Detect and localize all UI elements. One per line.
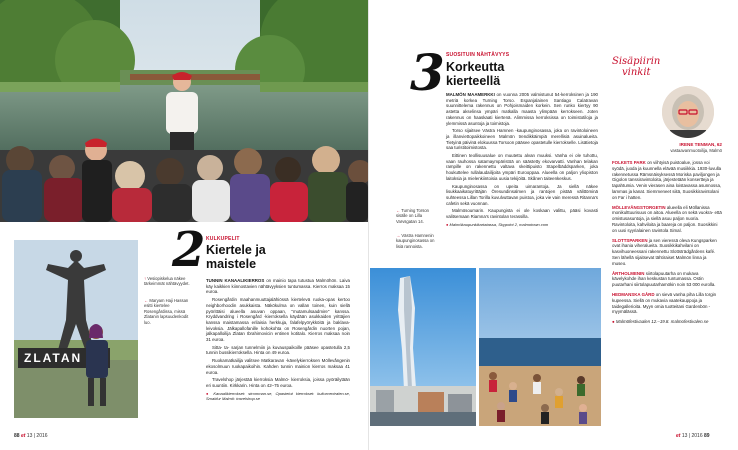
section-2-title-line2: maistele: [206, 257, 257, 271]
tip-artholmen: [612, 271, 722, 288]
section-2-lead: TUNNIN KANAALIKIERROS: [206, 278, 265, 283]
section-3-title-line1: Korkeutta: [446, 60, 505, 74]
sidebar-heading: [612, 56, 722, 78]
section-3-footnote: Malmökaupunkikartatassa, Skypoint 2, malmotown.com: [449, 221, 549, 227]
sidebar-footnote: Malmöfestivaalen 12.–19.8. malmofestivalen.se: [615, 319, 709, 325]
person-portrait-icon: [662, 86, 714, 138]
right-issue: 13 | 2016: [681, 433, 703, 439]
tip-2-text: ja sen vieressä oleva Kungsparken ovat ihania viheralueita. Suosikkikahvilani on kasvihuoneessani rakennettu Slottsträdgårdens kafé. Sen lähellä sijaitsevat tähtiraiset Malmön linna ja museo.: [612, 237, 717, 266]
section-3-para-3: Kaupunginosassa on upeita uimarantoja. Ja siellä näkee lisukkaaikatuyrittäjän Öresundinsalmen ja rantojen pistää välittöminä suhteessa Lillan Torilla kuvulvuttavan puistoa, joka vie vain meressä Ritanna's cafetin sekä vuonnan.: [446, 183, 598, 206]
section-2-para-1: Rosengårdin maahanmuuttajalähiössä kiertelevä ruoka-opas kertoo neighborhoodin asukkaista. Näkökulma on vallan toinen, kuin siellä pyörittäisi alueella asuvan oppaan, "mutamulsaadmire" kanssa. Kryddvandring i Rosengård -kierroksella käydään asukkaiden yrittäjien kanssa maistamassa erilaisia herkkuja, falafelpyörykköitä ja baklava-leivoksia. Jälkapallofanille kohokohta on Rosengårdin nuorten pojan, jalkapalloilija Zlatan Ibrahimovicin entinen kotitalo. Kierros maksaa noin 31 euroa.: [206, 297, 350, 343]
tip-hedmanska-gard: [612, 292, 722, 315]
tip-4-text: on sievä vanha piha Lilla torgin kupeessa. Siellä on mukavia vaatekauppoja ja taidegallerioita. Myyn omia tuotteitani Gardenbön -myymälässä.: [612, 291, 717, 315]
section-3-lead: MALMÖN MAAMERKKI: [446, 92, 495, 97]
right-page-number: 89: [704, 433, 710, 439]
beach-caption-text: Västra Hamnenin kaupunginosassa on lisiä rannoista.: [396, 233, 435, 249]
section-2-kicker: KULKUPELIT: [206, 236, 240, 242]
person-role: vastaavanmuotoilija, Malmö: [670, 148, 722, 153]
tip-1-text: alueella eli Möllanissa monikulttuurisuus on aitoa. Alueella on sekä vuokra- että omistusasuntoja, ja siellä asuu paljon nuoria. Ravintoloita, kahviloita ja baareja on paljon. Suosikkini on uusi syyrialainen ravintola Simal.: [612, 204, 722, 233]
statue-caption-text: Maryam Haji Hassan esitti kiertelee Rosengårdissa, missä Zlatanin lapsuudenkodit luo.: [144, 298, 189, 325]
section-3-title-line2: kierteellä: [446, 74, 501, 88]
beach-photo: [479, 268, 601, 426]
section-2-para-2: Sitta- ta- sarjan tunnelmiin ja kuvauspaikoille pääsee opastetulla 2,5 tunnin bussikierroksella. Hinta on 49 euroa.: [206, 344, 350, 356]
sidebar-footnote-line: [612, 319, 722, 325]
section-3-number: 3: [410, 43, 445, 102]
section-2-title-line1: Kiertele ja: [206, 243, 266, 257]
turning-torso-illustration: [370, 268, 476, 426]
section-2-para-0: on mainio tapa tutustua Malmöhön. Laiva käy kaikkien kiinnostavien nähtävyyksien tuntumassa. Kierros maksaa 15 euroa.: [206, 278, 350, 295]
tip-0-text: on viihtyisä puistoalue, jossa voi syödä, juoda ja kuunnella elävää musiikkia. 1930-luvulla rakennetussa Rämsnäisyksessä Moriska paviljongen ja Gigolon tanssiravintoloita, järjestetään konsertteja ja tapahtumia. Venin vierasen aina loistavassa asunnossa, lammas ja kanat. Siemmeneet siitä, Suosikkiravintolani on Far i hatten.: [612, 160, 722, 200]
person-avatar: [662, 86, 714, 138]
tip-3-name: ÅRTHOLMENIN: [612, 270, 645, 276]
canal-boat-photo: [0, 0, 368, 222]
section-3-para-2: Eittinen teollisuusalue on muutettu alvan muuksi. Vanha ei ole tuhottu, vaan rauhossa satamaympäristöä on säästetty ekovarvatti. Vanhan telakan rampille on rakennettu valtava skeittipuisto Stapelbäddsparken, joka houkuttelee rullalaudailijoita ympäri Eurooppaa. Alueella on paljon yliopiston laitoksia ja mielenkiintoisia uusia tekijöitä. Skånen taiteenkeskus.: [446, 153, 598, 181]
section-3-body: [446, 92, 598, 227]
tip-4-name: HEDMANSKA GÅRD: [612, 291, 655, 297]
left-brand: et: [20, 433, 26, 439]
caption-arrow-up-icon: ↑: [144, 276, 147, 281]
section-2-body: [206, 278, 350, 402]
section-3-kicker: SUOSITUIN NÄHTÄVYYS: [446, 52, 510, 58]
section-2-footnote: Kanaalikierrokset: stromman.se, Opastetut kierrokset: kulturcentralen.se, Smakfur Malmö: travelshop.se: [206, 390, 350, 402]
zlatan-sign-text: ZLATAN: [24, 351, 83, 365]
tip-2-name: SLOTTSPARKEN: [612, 237, 648, 243]
left-page-number: 88: [14, 433, 20, 439]
torso-caption-text: Turning Torson sisälle on Lilla Varvsgatan 14.: [396, 208, 429, 224]
insider-tips-sidebar: [612, 56, 722, 426]
footnote-bullet-icon: ●: [446, 221, 449, 227]
zlatan-statue-photo: [14, 240, 138, 418]
section-2-number: 2: [172, 222, 206, 278]
turning-torso-photo: [370, 268, 476, 426]
page-gutter: [368, 0, 369, 450]
tip-slottsparken: [612, 238, 722, 267]
left-footer: [14, 433, 48, 439]
right-brand: et: [676, 433, 681, 439]
section-3-para-4: Malmösoumarin. Kaupungista ei ole koskaan valittu, pääsi kovasti valitsemaan Riamna's ravintolan terassilla.: [446, 208, 598, 220]
footnote-bullet-icon: ●: [206, 390, 211, 396]
section-2-title: [206, 243, 266, 271]
sidebar-heading-line2: vinkit: [622, 67, 651, 78]
section-3-para-1: Torso sijaitsee Västra Hamnen -kaupunginosassa, joka on ravintoloineen ja illanviettopaikkoineen Malmön trendikkäimpiä merellisiä asuinalueita. Tietyinä päivinä elokuussa Torsoon pääsee opastetulle kierrokselle. Lisätietoja saa turistitoimistosta.: [446, 128, 598, 151]
section-2-para-3: Ruokamatkailija valitsee Matkaravan -kävelykierroksen Möllevångenin ekosolmuun ruokapaikoihin. Kahden tunnin mainion kierros maksaa 41 euroa.: [206, 358, 350, 375]
tip-folkets-park: [612, 160, 722, 201]
sidebar-tips: [612, 160, 722, 329]
statue-illustration: [14, 240, 138, 418]
beach-illustration: [479, 268, 601, 426]
section-3-title: [446, 60, 504, 88]
sidebar-heading-line1: Sisäpiirin: [612, 56, 661, 67]
section-3-para-0: on vuonna 2005 valmistunut 54-kerroksinen ja 190 metriä korkea Turning Torso. Espanjalainen Santiago Calatravan suunnittelema rakennus on Pohjoismaiden korkein. Sen runko kiertyy 90 astetta akselinsa ympäri matkalla maasta ylimpään kerrokseen. Joten rakennus on haaskaati kiertenä. Alimmissa kerroksissa on toimistotiloja ja ylemmissä asuntoja ja toimistoja.: [446, 92, 598, 126]
left-issue: 13 | 2016: [26, 433, 48, 439]
tip-3-text: siirtolapuutarha on mukava kävelykohde ihan keskustan tuntumassa. Ostin puutarhani siirtolapuutarhamökin noin 53 000 eurolla.: [612, 270, 716, 288]
tip-mollevangstorget: [612, 205, 722, 234]
footnote-bullet-icon: ●: [612, 319, 615, 325]
tip-1-name: MÖLLEVÅNGSTORGETIN: [612, 204, 666, 210]
canal-boat-illustration: [0, 0, 368, 222]
beach-caption: [396, 233, 438, 249]
section-2-para-4: Travelshop järjestää kierroksia Malmö- kierroksia, joissa pyöräilytään eri suuntiin. Kirkkarin. Hinta on 42–75 euroa.: [206, 377, 350, 388]
tip-0-name: FOLKETS PARK: [612, 160, 646, 165]
caption-arrow-right-icon: →: [396, 233, 401, 238]
person-name: IRENE TENMAN, 62: [679, 142, 722, 147]
canal-caption-text: Vesiopiskelua näkee tärkeimmät nähtävyydet.: [144, 276, 190, 287]
caption-arrow-left-icon: ←: [396, 208, 401, 213]
torso-caption: [396, 208, 438, 224]
statue-caption: [144, 298, 194, 325]
caption-arrow-left-icon: ←: [144, 298, 149, 303]
right-footer: [676, 433, 710, 439]
